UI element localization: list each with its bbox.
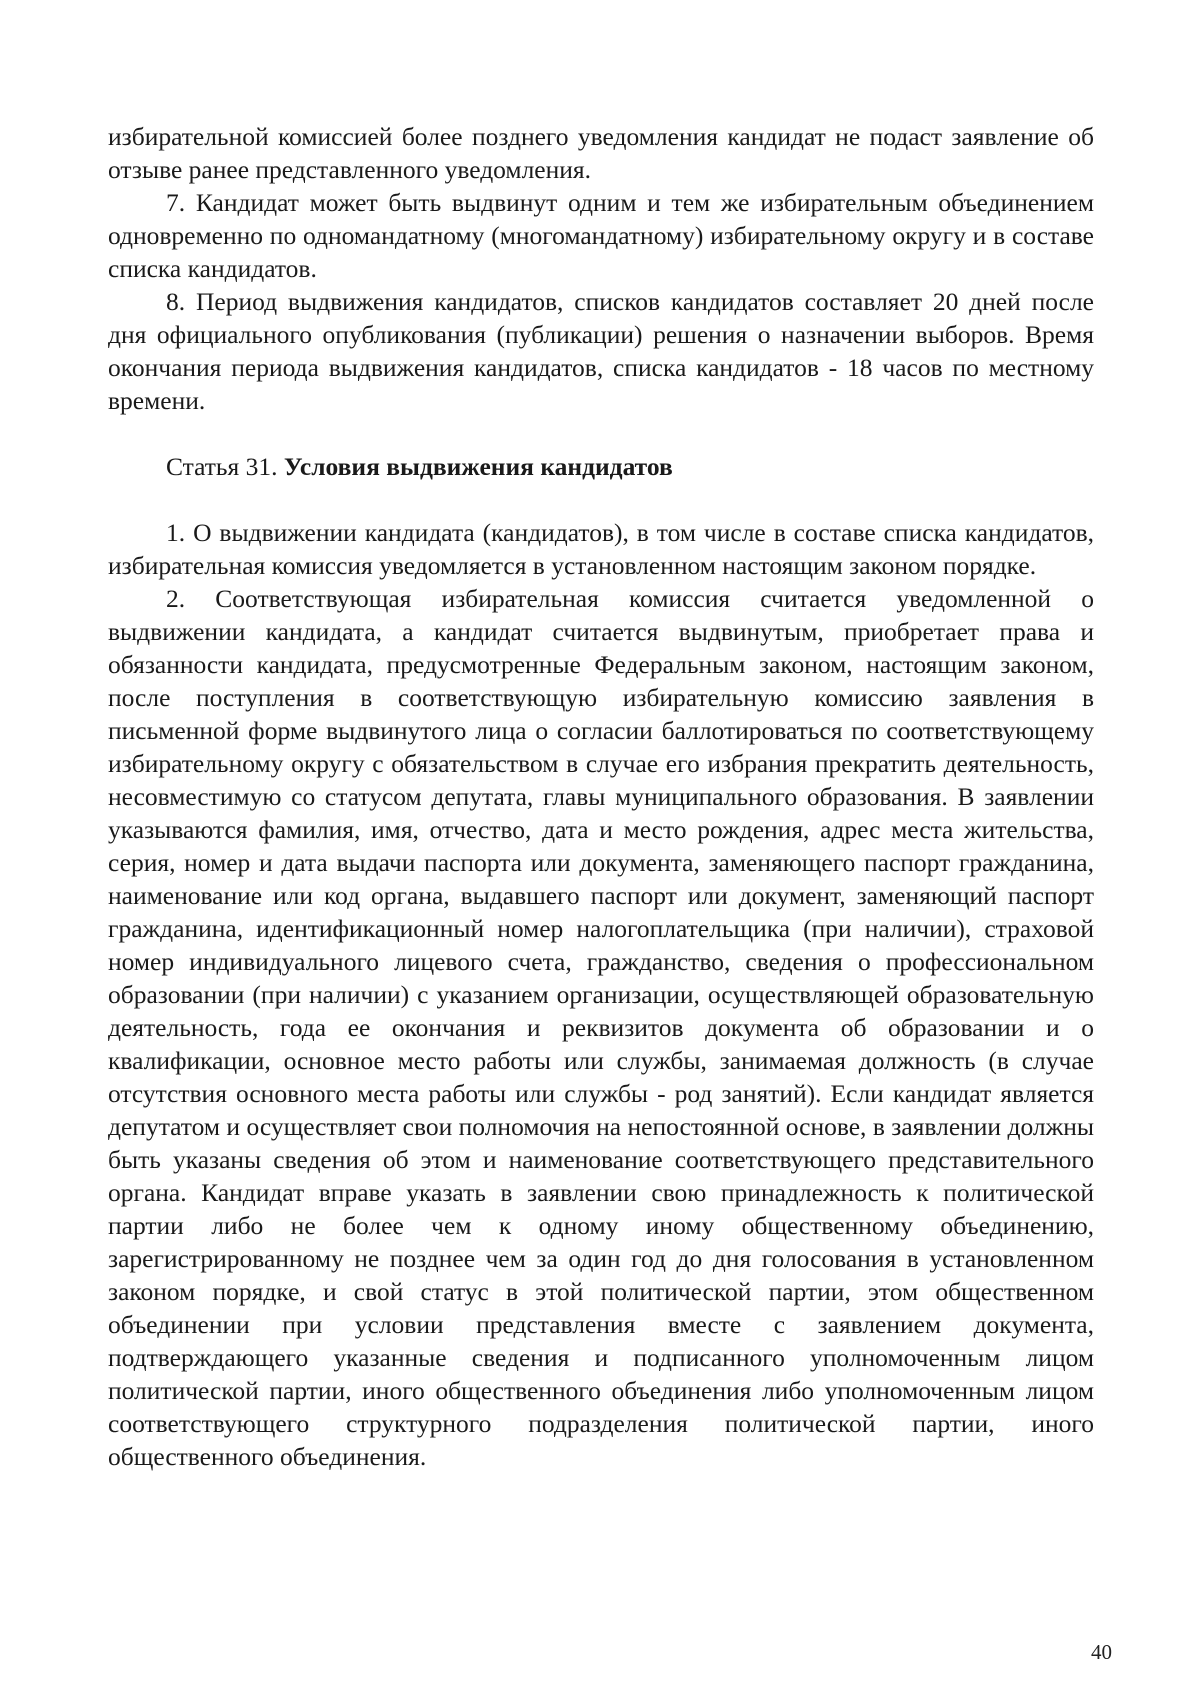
page-number: 40 xyxy=(1091,1640,1112,1664)
article-paragraph-1: 1. О выдвижении кандидата (кандидатов), в том числе в составе списка кандидатов, избирательная комиссия уведомляется в установленном настоящим законом порядке. xyxy=(108,518,1094,580)
document-page xyxy=(108,120,1094,1473)
article-heading xyxy=(108,450,1094,483)
paragraph-8: 8. Период выдвижения кандидатов, списков кандидатов составляет 20 дней после дня официального опубликования (публикации) решения о назначении выборов. Время окончания периода выдвижения кандидатов, списка кандидатов - 18 часов по местному времени. xyxy=(108,287,1094,415)
continuation-paragraph: избирательной комиссией более позднего уведомления кандидат не подаст заявление об отзыве ранее представленного уведомления. xyxy=(108,122,1094,184)
article-label: Статья 31. xyxy=(166,452,284,481)
spacer xyxy=(108,417,1094,450)
article-title: Условия выдвижения кандидатов xyxy=(283,452,673,481)
article-paragraph-2: 2. Соответствующая избирательная комиссия считается уведомленной о выдвижении кандидата, а кандидат считается выдвинутым, приобретает права и обязанности кандидата, предусмотренные Федеральным законом, настоящим законом, после поступления в соответствующую избирательную комиссию заявления в письменной форме выдвинутого лица о согласии баллотироваться по соответствующему избирательному округу с обязательством в случае его избрания прекратить деятельность, несовместимую со статусом депутата, главы муниципального образования. В заявлении указываются фамилия, имя, отчество, дата и место рождения, адрес места жительства, серия, номер и дата выдачи паспорта или документа, заменяющего паспорт гражданина, наименование или код органа, выдавшего паспорт или документ, заменяющий паспорт гражданина, идентификационный номер налогоплательщика (при наличии), страховой номер индивидуального лицевого счета, гражданство, сведения о профессиональном образовании (при наличии) с указанием организации, осуществляющей образовательную деятельность, года ее окончания и реквизитов документа об образовании и о квалификации, основное место работы или службы, занимаемая должность (в случае отсутствия основного места работы или службы - род занятий). Если кандидат является депутатом и осуществляет свои полномочия на непостоянной основе, в заявлении должны быть указаны сведения об этом и наименование соответствующего представительного органа. Кандидат вправе указать в заявлении свою принадлежность к политической партии либо не более чем к одному иному общественному объединению, зарегистрированному не позднее чем за один год до дня голосования в установленном законом порядке, и свой статус в этой политической партии, этом общественном объединении при условии представления вместе с заявлением документа, подтверждающего указанные сведения и подписанного уполномоченным лицом политической партии, иного общественного объединения либо уполномоченным лицом соответствующего структурного подразделения политической партии, иного общественного объединения. xyxy=(108,584,1094,1471)
paragraph-7: 7. Кандидат может быть выдвинут одним и тем же избирательным объединением одновременно по одномандатному (многомандатному) избирательному округу и в составе списка кандидатов. xyxy=(108,188,1094,283)
spacer xyxy=(108,483,1094,516)
